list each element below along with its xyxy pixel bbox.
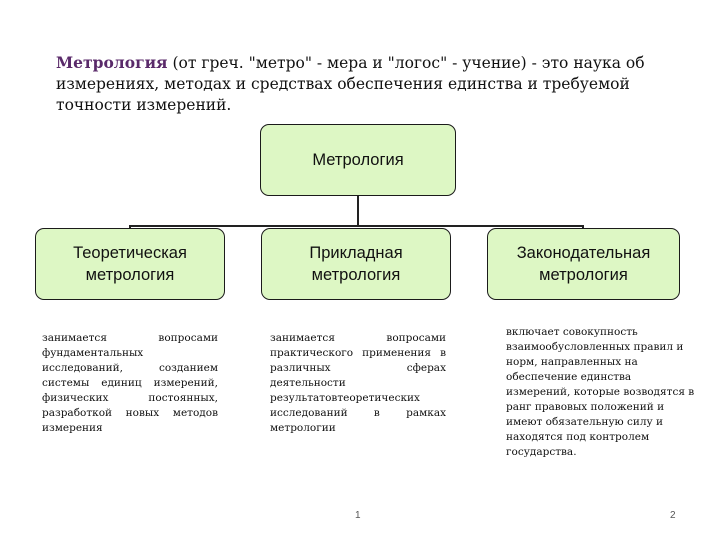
intro-term: Метрология <box>56 53 168 72</box>
root-node-label: Метрология <box>312 151 404 169</box>
page-number: 1 <box>355 510 361 521</box>
node-legal <box>487 228 680 300</box>
intro-definition: (от греч. "метро" - мера и "логос" - учение) - это наука об измерениях, методах и средствах обеспечения единства и требуемой точности измерений. <box>56 54 645 114</box>
description-applied: занимается вопросами практического применения в различных сферах деятельности результатовтеоретических исследований в рамках метрологии <box>270 332 446 434</box>
connector-root-down <box>357 196 359 226</box>
description-legal: включает совокупность взаимообусловленных правил и норм, направленных на обеспечение единства измерений, которые возводятся в ранг правовых положений и имеют обязательную силу и находятся под контролем государства. <box>506 326 695 458</box>
root-node <box>260 124 456 196</box>
node-theoretical-label: Теоретическая метрология <box>73 244 187 284</box>
node-applied-label: Прикладная метрология <box>309 244 403 284</box>
page-number: 2 <box>670 510 676 521</box>
node-theoretical <box>35 228 225 300</box>
intro-paragraph <box>56 52 676 116</box>
connector-horizontal <box>129 225 584 227</box>
node-legal-label: Законодательная метрология <box>516 244 651 284</box>
description-theoretical: занимается вопросами фундаментальных исследований, созданием системы единиц измерений, физических постоянных, разработкой новых методов измерения <box>42 332 218 434</box>
node-applied <box>261 228 451 300</box>
